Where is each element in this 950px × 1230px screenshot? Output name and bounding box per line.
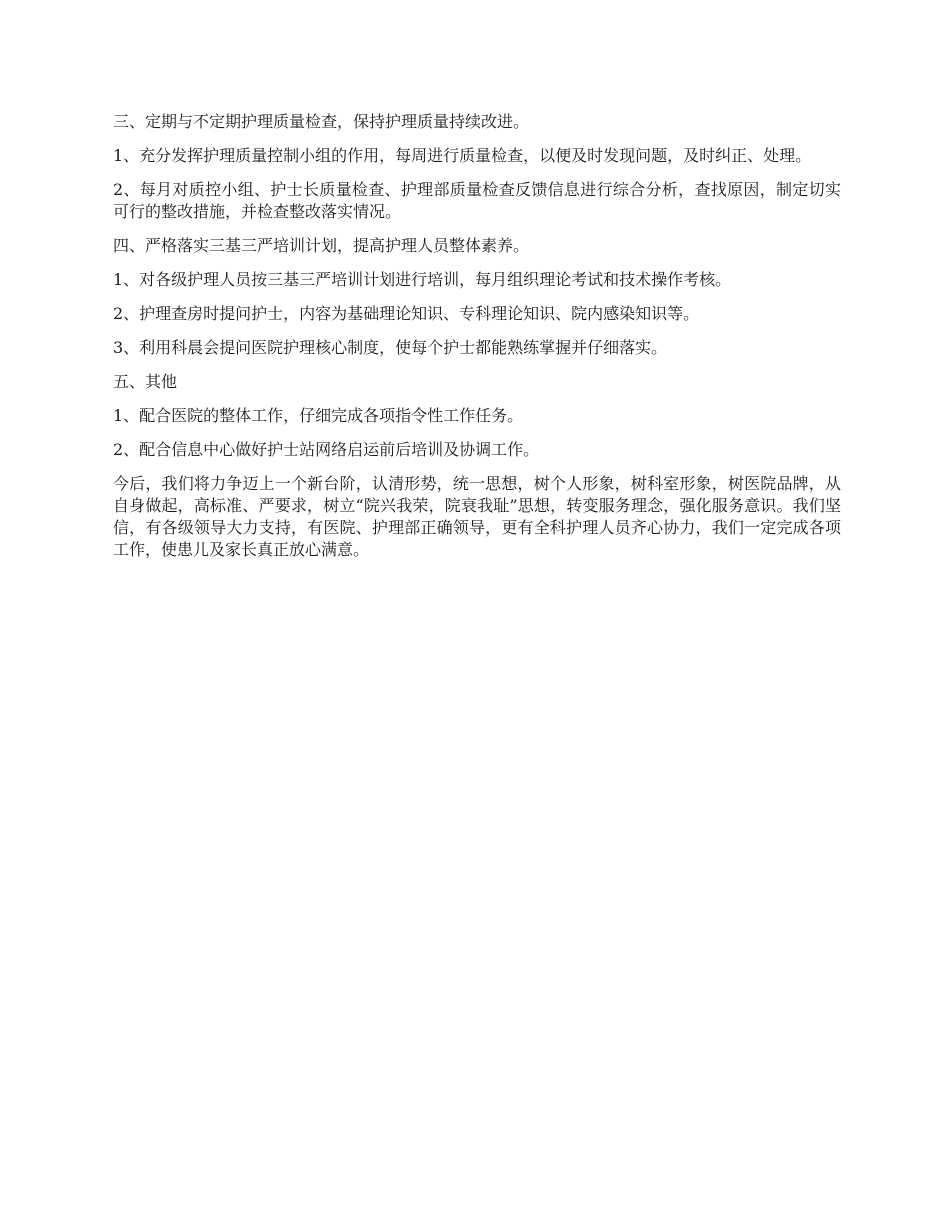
paragraph-training-plan: 1、对各级护理人员按三基三严培训计划进行培训，每月组织理论考试和技术操作考核。: [113, 270, 732, 289]
section-heading-other: 五、其他: [113, 372, 178, 391]
paragraph-monthly-analysis: 2、每月对质控小组、护士长质量检查、护理部质量检查反馈信息进行综合分析，查找原因，制定切实可行的整改措施，并检查整改落实情况。: [113, 180, 841, 221]
paragraph-ward-round: 2、护理查房时提问护士，内容为基础理论知识、专科理论知识、院内感染知识等。: [113, 304, 700, 323]
document-page: [113, 111, 841, 573]
paragraph-conclusion: 今后，我们将力争迈上一个新台阶，认清形势，统一思想，树个人形象，树科室形象，树医院品牌，从自身做起，高标准、严要求，树立“院兴我荣，院衰我耻”思想，转变服务理念，强化服务意识。我们坚信，有各级领导大力支持，有医院、护理部正确领导，更有全科护理人员齐心协力，我们一定完成各项工作，使患儿及家长真正放心满意。: [113, 474, 841, 559]
paragraph-network-training: 2、配合信息中心做好护士站网络启运前后培训及协调工作。: [113, 440, 540, 459]
paragraph-morning-meeting: 3、利用科晨会提问医院护理核心制度，使每个护士都能熟练掌握并仔细落实。: [113, 338, 668, 357]
section-heading-training: 四、严格落实三基三严培训计划，提高护理人员整体素养。: [113, 236, 530, 255]
section-heading-quality-check: 三、定期与不定期护理质量检查，保持护理质量持续改进。: [113, 112, 530, 131]
paragraph-quality-group: 1、充分发挥护理质量控制小组的作用，每周进行质量检查，以便及时发现问题，及时纠正、处理。: [113, 146, 812, 165]
paragraph-hospital-work: 1、配合医院的整体工作，仔细完成各项指令性工作任务。: [113, 406, 524, 425]
